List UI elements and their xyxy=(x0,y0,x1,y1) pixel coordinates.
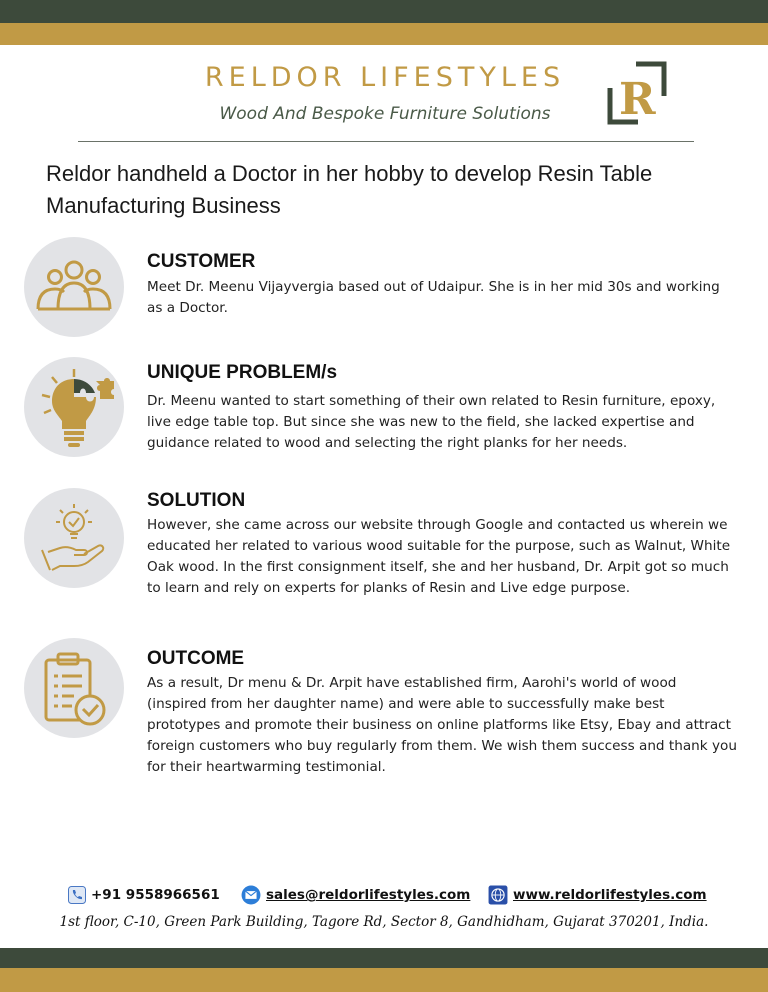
reldor-logo xyxy=(606,60,668,126)
email-icon xyxy=(241,885,261,905)
section-body-solution: However, she came across our website through Google and contacted us wherein we educated her related to various wood suitable for the purpose, such as Walnut, White Oak wood. In the first consignment itself, she and her husband, Dr. Arpit got so much to learn and rely on experts for planks of Resin and Live edge purpose. xyxy=(147,517,731,596)
brand-tagline: Wood And Bespoke Furniture Solutions xyxy=(219,104,551,124)
section-title-customer: CUSTOMER xyxy=(147,251,256,272)
phone-icon xyxy=(68,886,86,904)
phone-contact[interactable] xyxy=(68,885,220,905)
website-link[interactable]: www.reldorlifestyles.com xyxy=(513,887,707,903)
customer-icon-circle xyxy=(24,237,124,337)
outcome-icon-circle xyxy=(24,638,124,738)
section-title-solution: SOLUTION xyxy=(147,490,246,511)
email-contact[interactable] xyxy=(241,885,470,905)
company-address: 1st floor, C-10, Green Park Building, Tagore Rd, Sector 8, Gandhidham, Gujarat 370201, India. xyxy=(59,914,709,930)
top-gold-band xyxy=(0,23,768,45)
top-dark-band xyxy=(0,0,768,23)
clipboard-check-icon xyxy=(24,638,124,738)
people-group-icon xyxy=(24,237,124,337)
bottom-dark-band xyxy=(0,948,768,968)
section-body-outcome: As a result, Dr menu & Dr. Arpit have established firm, Aarohi's world of wood (inspired from her daughter name) and were able to successfully make best prototypes and promote their business on online platforms like Etsy, Ebay and attract foreign customers who buy regularly from them. We wish them success and thank you for their heartwarming testimonial. xyxy=(147,675,737,775)
section-body-customer: Meet Dr. Meenu Vijayvergia based out of Udaipur. She is in her mid 30s and working as a Doctor. xyxy=(147,279,720,316)
phone-number[interactable]: +91 9558966561 xyxy=(91,887,220,903)
header-divider xyxy=(78,141,694,142)
website-contact[interactable] xyxy=(488,885,707,905)
section-title-problem: UNIQUE PROBLEM/s xyxy=(147,362,338,383)
solution-icon-circle xyxy=(24,488,124,588)
section-title-outcome: OUTCOME xyxy=(147,648,245,669)
bottom-gold-band xyxy=(0,968,768,992)
section-body-problem: Dr. Meenu wanted to start something of their own related to Resin furniture, epoxy, live edge table top. But since she was new to the field, she lacked expertise and guidance related to wood and selecting the right planks for her needs. xyxy=(147,393,716,451)
email-link[interactable]: sales@reldorlifestyles.com xyxy=(266,887,471,903)
problem-icon-circle xyxy=(24,357,124,457)
puzzle-bulb-icon xyxy=(24,357,124,457)
brand-name: RELDOR LIFESTYLES xyxy=(204,62,566,93)
logo-letter: R xyxy=(619,74,656,125)
page-headline: Reldor handheld a Doctor in her hobby to develop Resin Table Manufacturing Business xyxy=(46,161,653,218)
globe-icon xyxy=(488,885,508,905)
hand-bulb-icon xyxy=(24,488,124,588)
